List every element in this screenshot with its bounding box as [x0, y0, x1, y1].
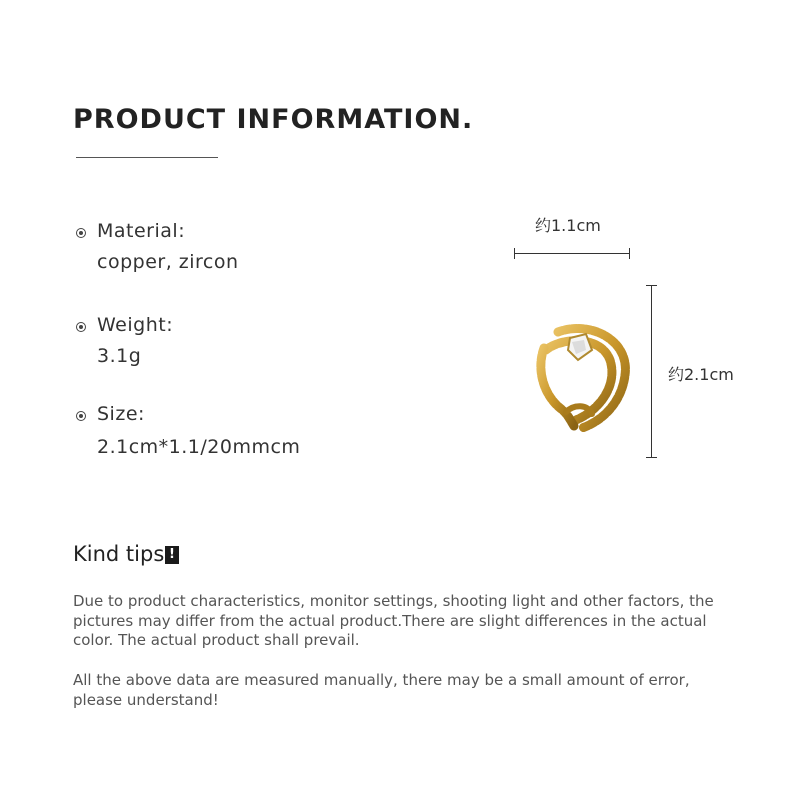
spec-label: Weight: — [97, 314, 174, 336]
width-dimension-cap-right — [629, 248, 630, 259]
bullet-icon — [76, 228, 86, 238]
width-dimension-cap-left — [514, 248, 515, 259]
ring-product-image — [530, 320, 640, 435]
bullet-icon — [76, 411, 86, 421]
height-dimension-label: 约2.1cm — [668, 365, 734, 384]
tips-paragraph: All the above data are measured manually, there may be a small amount of error, please understand! — [73, 671, 690, 709]
spec-label: Size: — [97, 403, 145, 425]
kind-tips-title: Kind tips — [73, 542, 165, 566]
spec-label: Material: — [97, 220, 186, 242]
height-dimension-cap-top — [646, 285, 657, 286]
spec-value: copper, zircon — [97, 251, 239, 273]
height-dimension-cap-bottom — [646, 457, 657, 458]
tips-paragraph: Due to product characteristics, monitor settings, shooting light and other factors, the pictures may differ from the actual product.There are slight differences in the actual color. The actual product shall prevail. — [73, 592, 714, 649]
spec-value: 3.1g — [97, 345, 142, 367]
exclamation-icon: ! — [165, 546, 179, 564]
width-dimension-label: 约1.1cm — [535, 216, 601, 235]
bullet-icon — [76, 322, 86, 332]
title-underline — [76, 157, 218, 158]
spec-value: 2.1cm*1.1/20mmcm — [97, 436, 301, 458]
page-title: PRODUCT INFORMATION. — [73, 104, 474, 135]
width-dimension-line — [514, 253, 630, 254]
height-dimension-line — [651, 285, 652, 457]
